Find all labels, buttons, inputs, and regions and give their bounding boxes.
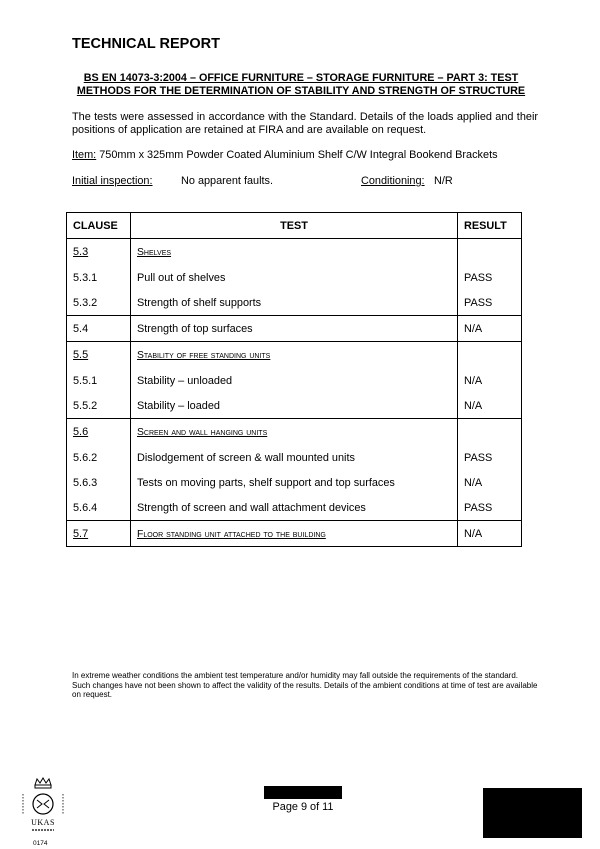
test-cell: Tests on moving parts, shelf support and top surfaces [131,470,458,495]
result-cell: N/A [458,470,522,495]
result-cell: PASS [458,290,522,316]
test-cell: Strength of top surfaces [131,316,458,342]
table-row [67,393,522,419]
section-heading: Floor standing unit attached to the building [137,528,326,540]
report-title: TECHNICAL REPORT [72,36,220,52]
table-row [67,521,522,547]
test-cell [131,419,458,446]
inspection-label: Initial inspection: [72,175,153,187]
redaction-box [264,786,342,799]
results-table [66,212,522,547]
table-row [67,495,522,521]
table-row [67,316,522,342]
section-heading: Shelves [137,247,172,258]
clause-cell: 5.5.1 [67,368,131,393]
result-cell [458,342,522,369]
table-row [67,342,522,369]
item-label: Item: [72,149,97,161]
table-row [67,265,522,290]
clause-cell: 5.6.2 [67,445,131,470]
result-header: RESULT [458,213,522,239]
intro-paragraph: The tests were assessed in accordance with the Standard. Details of the loads applied and their positions of application are retained at FIRA and are available on request. [72,111,538,136]
test-cell [131,239,458,266]
clause-cell: 5.5.2 [67,393,131,419]
table-header-row [67,213,522,239]
result-cell: PASS [458,445,522,470]
result-cell [458,419,522,446]
clause-cell: 5.3 [67,239,131,266]
ukas-logo-icon [20,776,66,834]
table-row [67,419,522,446]
clause-cell: 5.6.3 [67,470,131,495]
clause-cell: 5.3.1 [67,265,131,290]
clause-cell: 5.6 [67,419,131,446]
result-cell: N/A [458,521,522,547]
result-cell: N/A [458,316,522,342]
table-row [67,368,522,393]
item-line [72,149,498,161]
conditioning-value: N/R [434,175,453,187]
test-cell: Stability – unloaded [131,368,458,393]
test-cell: Strength of shelf supports [131,290,458,316]
section-heading: Screen and wall hanging units [137,427,268,438]
result-cell: PASS [458,495,522,521]
result-cell: N/A [458,368,522,393]
result-cell: PASS [458,265,522,290]
clause-cell: 5.6.4 [67,495,131,521]
table-row [67,445,522,470]
ukas-logo-text: UKAS [31,818,55,827]
table-row [67,470,522,495]
clause-header: CLAUSE [67,213,131,239]
table-row [67,290,522,316]
footnote: In extreme weather conditions the ambient test temperature and/or humidity may fall outside the requirements of the standard. Such changes have not been shown to affect the validity of the results. Details of the ambient conditions at time of test are available on request. [72,671,538,700]
result-cell [458,239,522,266]
redaction-box [483,788,582,838]
conditioning-label: Conditioning: [361,175,425,187]
clause-cell: 5.4 [67,316,131,342]
test-cell: Pull out of shelves [131,265,458,290]
clause-cell: 5.7 [67,521,131,547]
test-cell [131,521,458,547]
test-cell [131,342,458,369]
clause-cell: 5.3.2 [67,290,131,316]
section-heading: Stability of free standing units [137,350,271,361]
table-row [67,239,522,266]
standard-title: BS EN 14073-3:2004 – OFFICE FURNITURE – STORAGE FURNITURE – PART 3: TEST METHODS FOR THE DETERMINATION OF STABILITY AND STRENGTH OF STRUCTURE [76,72,526,97]
item-value: 750mm x 325mm Powder Coated Aluminium Shelf C/W Integral Bookend Brackets [96,149,498,161]
clause-cell: 5.5 [67,342,131,369]
test-cell: Dislodgement of screen & wall mounted units [131,445,458,470]
test-cell: Strength of screen and wall attachment devices [131,495,458,521]
page-number: Page 9 of 11 [272,801,334,813]
test-cell: Stability – loaded [131,393,458,419]
result-cell: N/A [458,393,522,419]
test-header: TEST [131,213,458,239]
inspection-value: No apparent faults. [181,175,274,187]
ukas-number: 0174 [33,840,48,847]
